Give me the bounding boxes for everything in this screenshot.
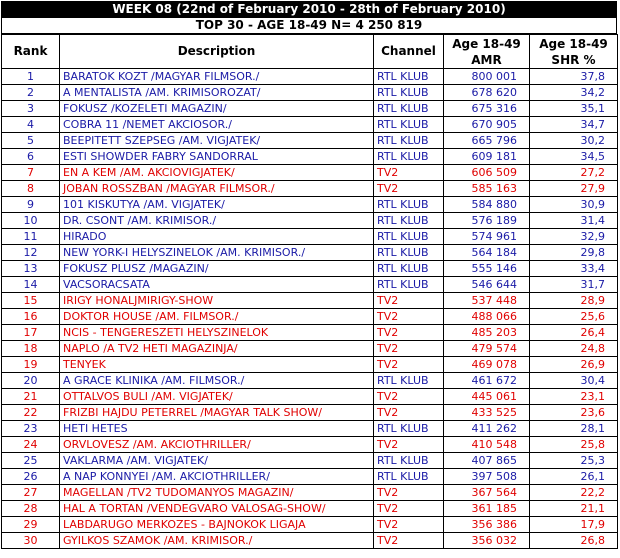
rank-cell: 10 — [2, 213, 60, 229]
amr-cell: 361 185 — [444, 501, 530, 517]
shr-cell: 28,1 — [530, 421, 618, 437]
report-subtitle: TOP 30 - AGE 18-49 N= 4 250 819 — [1, 18, 617, 34]
rank-cell: 22 — [2, 405, 60, 421]
description-cell: ESTI SHOWDER FABRY SANDORRAL — [60, 149, 374, 165]
rank-cell: 25 — [2, 453, 60, 469]
channel-cell: TV2 — [374, 389, 444, 405]
table-row — [2, 117, 618, 133]
shr-cell: 30,9 — [530, 197, 618, 213]
rank-cell: 24 — [2, 437, 60, 453]
table-row — [2, 85, 618, 101]
description-cell: OTTALVOS BULI /AM. VIGJATEK/ — [60, 389, 374, 405]
table-row — [2, 293, 618, 309]
description-cell: A MENTALISTA /AM. KRIMISOROZAT/ — [60, 85, 374, 101]
amr-cell: 397 508 — [444, 469, 530, 485]
shr-cell: 31,4 — [530, 213, 618, 229]
channel-cell: RTL KLUB — [374, 69, 444, 85]
description-cell: IRIGY HONALJMIRIGY-SHOW — [60, 293, 374, 309]
amr-cell: 675 316 — [444, 101, 530, 117]
description-cell: HIRADO — [60, 229, 374, 245]
amr-cell: 411 262 — [444, 421, 530, 437]
table-row — [2, 405, 618, 421]
shr-cell: 30,4 — [530, 373, 618, 389]
rank-cell: 4 — [2, 117, 60, 133]
shr-cell: 25,8 — [530, 437, 618, 453]
shr-cell: 27,2 — [530, 165, 618, 181]
rank-cell: 1 — [2, 69, 60, 85]
shr-cell: 26,1 — [530, 469, 618, 485]
description-cell: GYILKOS SZAMOK /AM. KRIMISOR./ — [60, 533, 374, 549]
channel-cell: RTL KLUB — [374, 117, 444, 133]
description-cell: FRIZBI HAJDU PETERREL /MAGYAR TALK SHOW/ — [60, 405, 374, 421]
channel-cell: RTL KLUB — [374, 245, 444, 261]
table-row — [2, 165, 618, 181]
description-cell: JOBAN ROSSZBAN /MAGYAR FILMSOR./ — [60, 181, 374, 197]
table-header-row — [2, 35, 618, 69]
table-row — [2, 325, 618, 341]
description-cell: A GRACE KLINIKA /AM. FILMSOR./ — [60, 373, 374, 389]
col-header-amr-top: Age 18-49 — [452, 36, 521, 51]
rank-cell: 6 — [2, 149, 60, 165]
table-body — [2, 69, 618, 549]
amr-cell: 537 448 — [444, 293, 530, 309]
description-cell: LABDARUGO MERKOZES - BAJNOKOK LIGAJA — [60, 517, 374, 533]
description-cell: VAKLARMA /AM. VIGJATEK/ — [60, 453, 374, 469]
channel-cell: TV2 — [374, 437, 444, 453]
shr-cell: 29,8 — [530, 245, 618, 261]
rank-cell: 17 — [2, 325, 60, 341]
shr-cell: 33,4 — [530, 261, 618, 277]
amr-cell: 574 961 — [444, 229, 530, 245]
amr-cell: 564 184 — [444, 245, 530, 261]
rank-cell: 20 — [2, 373, 60, 389]
amr-cell: 665 796 — [444, 133, 530, 149]
amr-cell: 609 181 — [444, 149, 530, 165]
table-row — [2, 181, 618, 197]
rank-cell: 9 — [2, 197, 60, 213]
shr-cell: 34,7 — [530, 117, 618, 133]
table-row — [2, 197, 618, 213]
channel-cell: RTL KLUB — [374, 229, 444, 245]
shr-cell: 22,2 — [530, 485, 618, 501]
channel-cell: TV2 — [374, 293, 444, 309]
table-row — [2, 485, 618, 501]
shr-cell: 26,9 — [530, 357, 618, 373]
amr-cell: 584 880 — [444, 197, 530, 213]
rank-cell: 5 — [2, 133, 60, 149]
description-cell: A NAP KONNYEI /AM. AKCIOTHRILLER/ — [60, 469, 374, 485]
ratings-table — [1, 34, 618, 549]
rank-cell: 3 — [2, 101, 60, 117]
rank-cell: 14 — [2, 277, 60, 293]
amr-cell: 479 574 — [444, 341, 530, 357]
shr-cell: 34,5 — [530, 149, 618, 165]
shr-cell: 31,7 — [530, 277, 618, 293]
rank-cell: 27 — [2, 485, 60, 501]
description-cell: BARATOK KOZT /MAGYAR FILMSOR./ — [60, 69, 374, 85]
table-row — [2, 437, 618, 453]
channel-cell: RTL KLUB — [374, 149, 444, 165]
channel-cell: TV2 — [374, 501, 444, 517]
table-row — [2, 69, 618, 85]
shr-cell: 23,6 — [530, 405, 618, 421]
rank-cell: 15 — [2, 293, 60, 309]
table-row — [2, 277, 618, 293]
amr-cell: 461 672 — [444, 373, 530, 389]
shr-cell: 26,4 — [530, 325, 618, 341]
table-row — [2, 149, 618, 165]
channel-cell: RTL KLUB — [374, 453, 444, 469]
rank-cell: 7 — [2, 165, 60, 181]
rank-cell: 16 — [2, 309, 60, 325]
table-row — [2, 453, 618, 469]
col-header-shr — [530, 35, 618, 69]
description-cell: FOKUSZ /KOZELETI MAGAZIN/ — [60, 101, 374, 117]
amr-cell: 800 001 — [444, 69, 530, 85]
table-row — [2, 533, 618, 549]
table-row — [2, 389, 618, 405]
col-header-shr-bottom: SHR % — [551, 52, 596, 67]
shr-cell: 25,6 — [530, 309, 618, 325]
channel-cell: TV2 — [374, 309, 444, 325]
channel-cell: TV2 — [374, 485, 444, 501]
amr-cell: 407 865 — [444, 453, 530, 469]
table-row — [2, 261, 618, 277]
description-cell: EN A KEM /AM. AKCIOVIGJATEK/ — [60, 165, 374, 181]
rank-cell: 26 — [2, 469, 60, 485]
col-header-description: Description — [60, 35, 374, 69]
amr-cell: 555 146 — [444, 261, 530, 277]
amr-cell: 485 203 — [444, 325, 530, 341]
rank-cell: 13 — [2, 261, 60, 277]
description-cell: NEW YORK-I HELYSZINELOK /AM. KRIMISOR./ — [60, 245, 374, 261]
amr-cell: 356 032 — [444, 533, 530, 549]
shr-cell: 23,1 — [530, 389, 618, 405]
table-row — [2, 469, 618, 485]
col-header-channel: Channel — [374, 35, 444, 69]
col-header-amr — [444, 35, 530, 69]
shr-cell: 35,1 — [530, 101, 618, 117]
amr-cell: 606 509 — [444, 165, 530, 181]
amr-cell: 585 163 — [444, 181, 530, 197]
rank-cell: 8 — [2, 181, 60, 197]
col-header-shr-top: Age 18-49 — [539, 36, 608, 51]
amr-cell: 410 548 — [444, 437, 530, 453]
description-cell: HETI HETES — [60, 421, 374, 437]
description-cell: FOKUSZ PLUSZ /MAGAZIN/ — [60, 261, 374, 277]
rank-cell: 2 — [2, 85, 60, 101]
table-row — [2, 133, 618, 149]
shr-cell: 17,9 — [530, 517, 618, 533]
channel-cell: RTL KLUB — [374, 213, 444, 229]
channel-cell: RTL KLUB — [374, 469, 444, 485]
amr-cell: 367 564 — [444, 485, 530, 501]
shr-cell: 30,2 — [530, 133, 618, 149]
table-row — [2, 213, 618, 229]
channel-cell: TV2 — [374, 357, 444, 373]
table-row — [2, 245, 618, 261]
shr-cell: 34,2 — [530, 85, 618, 101]
description-cell: 101 KISKUTYA /AM. VIGJATEK/ — [60, 197, 374, 213]
table-row — [2, 517, 618, 533]
channel-cell: RTL KLUB — [374, 421, 444, 437]
shr-cell: 21,1 — [530, 501, 618, 517]
amr-cell: 546 644 — [444, 277, 530, 293]
channel-cell: RTL KLUB — [374, 197, 444, 213]
shr-cell: 28,9 — [530, 293, 618, 309]
amr-cell: 356 386 — [444, 517, 530, 533]
amr-cell: 576 189 — [444, 213, 530, 229]
channel-cell: TV2 — [374, 405, 444, 421]
amr-cell: 670 905 — [444, 117, 530, 133]
rank-cell: 18 — [2, 341, 60, 357]
shr-cell: 37,8 — [530, 69, 618, 85]
rank-cell: 23 — [2, 421, 60, 437]
table-row — [2, 309, 618, 325]
amr-cell: 488 066 — [444, 309, 530, 325]
table-row — [2, 357, 618, 373]
table-row — [2, 101, 618, 117]
description-cell: NCIS - TENGERESZETI HELYSZINELOK — [60, 325, 374, 341]
description-cell: DR. CSONT /AM. KRIMISOR./ — [60, 213, 374, 229]
channel-cell: RTL KLUB — [374, 373, 444, 389]
rank-cell: 19 — [2, 357, 60, 373]
channel-cell: TV2 — [374, 325, 444, 341]
report-title: WEEK 08 (22nd of February 2010 - 28th of February 2010) — [1, 1, 617, 18]
rank-cell: 21 — [2, 389, 60, 405]
table-row — [2, 501, 618, 517]
channel-cell: TV2 — [374, 181, 444, 197]
table-row — [2, 229, 618, 245]
description-cell: TENYEK — [60, 357, 374, 373]
description-cell: MAGELLAN /TV2 TUDOMANYOS MAGAZIN/ — [60, 485, 374, 501]
rank-cell: 29 — [2, 517, 60, 533]
rank-cell: 30 — [2, 533, 60, 549]
channel-cell: TV2 — [374, 533, 444, 549]
description-cell: DOKTOR HOUSE /AM. FILMSOR./ — [60, 309, 374, 325]
rank-cell: 11 — [2, 229, 60, 245]
col-header-rank: Rank — [2, 35, 60, 69]
amr-cell: 433 525 — [444, 405, 530, 421]
ratings-report — [1, 1, 617, 549]
channel-cell: TV2 — [374, 341, 444, 357]
description-cell: BEEPITETT SZEPSEG /AM. VIGJATEK/ — [60, 133, 374, 149]
table-row — [2, 373, 618, 389]
description-cell: HAL A TORTAN /VENDEGVARO VALOSAG-SHOW/ — [60, 501, 374, 517]
shr-cell: 25,3 — [530, 453, 618, 469]
channel-cell: RTL KLUB — [374, 101, 444, 117]
col-header-amr-bottom: AMR — [471, 52, 502, 67]
shr-cell: 24,8 — [530, 341, 618, 357]
table-row — [2, 341, 618, 357]
rank-cell: 12 — [2, 245, 60, 261]
channel-cell: RTL KLUB — [374, 261, 444, 277]
description-cell: ORVLOVESZ /AM. AKCIOTHRILLER/ — [60, 437, 374, 453]
channel-cell: RTL KLUB — [374, 277, 444, 293]
description-cell: NAPLO /A TV2 HETI MAGAZINJA/ — [60, 341, 374, 357]
shr-cell: 27,9 — [530, 181, 618, 197]
description-cell: COBRA 11 /NEMET AKCIOSOR./ — [60, 117, 374, 133]
shr-cell: 32,9 — [530, 229, 618, 245]
amr-cell: 678 620 — [444, 85, 530, 101]
rank-cell: 28 — [2, 501, 60, 517]
shr-cell: 26,8 — [530, 533, 618, 549]
channel-cell: TV2 — [374, 165, 444, 181]
amr-cell: 445 061 — [444, 389, 530, 405]
table-row — [2, 421, 618, 437]
channel-cell: TV2 — [374, 517, 444, 533]
description-cell: VACSORACSATA — [60, 277, 374, 293]
channel-cell: RTL KLUB — [374, 133, 444, 149]
amr-cell: 469 078 — [444, 357, 530, 373]
channel-cell: RTL KLUB — [374, 85, 444, 101]
